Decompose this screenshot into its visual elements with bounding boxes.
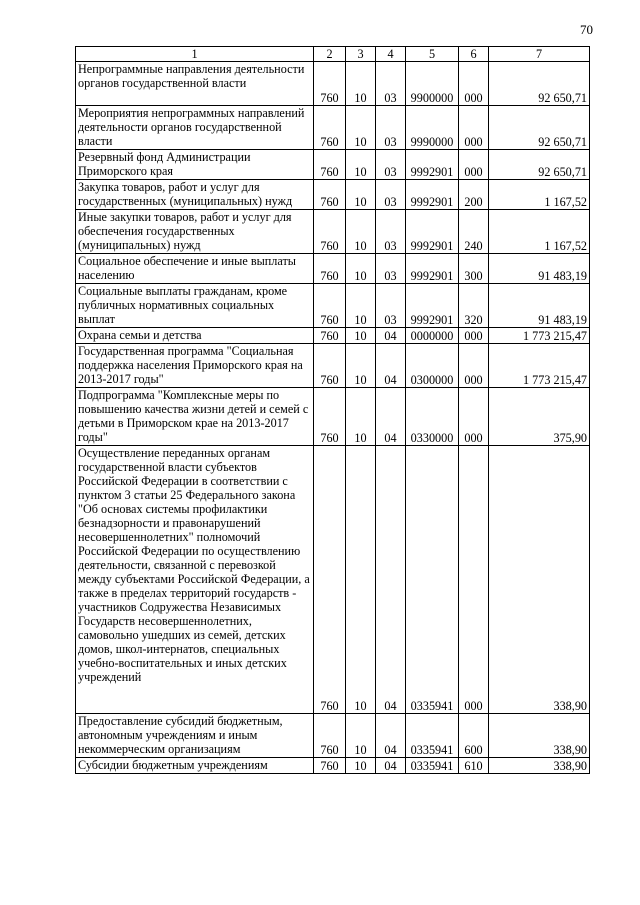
target-article-code: 0335941 <box>406 758 459 774</box>
row-name: Социальное обеспечение и иные выплаты населению <box>76 254 314 284</box>
expense-type-code: 000 <box>459 446 489 714</box>
column-header: 3 <box>346 47 376 62</box>
expense-type-code: 300 <box>459 254 489 284</box>
column-header: 2 <box>314 47 346 62</box>
expense-type-code: 000 <box>459 344 489 388</box>
amount: 375,90 <box>489 388 590 446</box>
table-row <box>76 388 590 446</box>
amount: 92 650,71 <box>489 150 590 180</box>
section-code: 10 <box>346 714 376 758</box>
subsection-code: 03 <box>376 150 406 180</box>
subsection-code: 04 <box>376 328 406 344</box>
expense-type-code: 320 <box>459 284 489 328</box>
expense-type-code: 000 <box>459 328 489 344</box>
amount: 1 167,52 <box>489 210 590 254</box>
amount: 91 483,19 <box>489 254 590 284</box>
row-name: Подпрограмма "Комплексные меры по повышению качества жизни детей и семей с детьми в Приморском крае на 2013-2017 годы" <box>76 388 314 446</box>
table-row <box>76 714 590 758</box>
amount: 1 773 215,47 <box>489 328 590 344</box>
column-header: 1 <box>76 47 314 62</box>
amount: 1 773 215,47 <box>489 344 590 388</box>
ved-code: 760 <box>314 106 346 150</box>
budget-table <box>75 46 590 774</box>
amount: 338,90 <box>489 714 590 758</box>
expense-type-code: 000 <box>459 106 489 150</box>
row-name: Социальные выплаты гражданам, кроме публичных нормативных социальных выплат <box>76 284 314 328</box>
subsection-code: 04 <box>376 388 406 446</box>
ved-code: 760 <box>314 328 346 344</box>
subsection-code: 03 <box>376 284 406 328</box>
ved-code: 760 <box>314 210 346 254</box>
row-name: Мероприятия непрограммных направлений деятельности органов государственной власти <box>76 106 314 150</box>
table-row <box>76 758 590 774</box>
target-article-code: 0335941 <box>406 446 459 714</box>
ved-code: 760 <box>314 388 346 446</box>
section-code: 10 <box>346 388 376 446</box>
row-name: Субсидии бюджетным учреждениям <box>76 758 314 774</box>
ved-code: 760 <box>314 254 346 284</box>
expense-type-code: 610 <box>459 758 489 774</box>
subsection-code: 04 <box>376 446 406 714</box>
ved-code: 760 <box>314 284 346 328</box>
target-article-code: 9992901 <box>406 180 459 210</box>
ved-code: 760 <box>314 62 346 106</box>
section-code: 10 <box>346 106 376 150</box>
amount: 1 167,52 <box>489 180 590 210</box>
column-header: 5 <box>406 47 459 62</box>
target-article-code: 0300000 <box>406 344 459 388</box>
section-code: 10 <box>346 758 376 774</box>
subsection-code: 04 <box>376 714 406 758</box>
ved-code: 760 <box>314 446 346 714</box>
amount: 91 483,19 <box>489 284 590 328</box>
target-article-code: 0000000 <box>406 328 459 344</box>
target-article-code: 9992901 <box>406 210 459 254</box>
subsection-code: 03 <box>376 106 406 150</box>
target-article-code: 9990000 <box>406 106 459 150</box>
table-row <box>76 284 590 328</box>
expense-type-code: 600 <box>459 714 489 758</box>
section-code: 10 <box>346 62 376 106</box>
expense-type-code: 240 <box>459 210 489 254</box>
subsection-code: 03 <box>376 254 406 284</box>
ved-code: 760 <box>314 758 346 774</box>
table-row <box>76 254 590 284</box>
ved-code: 760 <box>314 344 346 388</box>
target-article-code: 9992901 <box>406 150 459 180</box>
target-article-code: 9992901 <box>406 284 459 328</box>
amount: 92 650,71 <box>489 62 590 106</box>
section-code: 10 <box>346 344 376 388</box>
section-code: 10 <box>346 328 376 344</box>
section-code: 10 <box>346 150 376 180</box>
subsection-code: 03 <box>376 210 406 254</box>
subsection-code: 03 <box>376 62 406 106</box>
section-code: 10 <box>346 446 376 714</box>
row-name: Закупка товаров, работ и услуг для государственных (муниципальных) нужд <box>76 180 314 210</box>
row-name: Резервный фонд Администрации Приморского края <box>76 150 314 180</box>
target-article-code: 9992901 <box>406 254 459 284</box>
target-article-code: 0330000 <box>406 388 459 446</box>
expense-type-code: 000 <box>459 150 489 180</box>
row-name: Иные закупки товаров, работ и услуг для обеспечения государственных (муниципальных) нужд <box>76 210 314 254</box>
table-row <box>76 344 590 388</box>
target-article-code: 9900000 <box>406 62 459 106</box>
column-header: 7 <box>489 47 590 62</box>
row-name: Непрограммные направления деятельности органов государственной власти <box>76 62 314 106</box>
ved-code: 760 <box>314 180 346 210</box>
expense-type-code: 000 <box>459 388 489 446</box>
row-name: Предоставление субсидий бюджетным, автономным учреждениям и иным некоммерческим организациям <box>76 714 314 758</box>
section-code: 10 <box>346 180 376 210</box>
table-row <box>76 446 590 714</box>
subsection-code: 04 <box>376 758 406 774</box>
table-row <box>76 150 590 180</box>
expense-type-code: 000 <box>459 62 489 106</box>
amount: 338,90 <box>489 446 590 714</box>
table-row <box>76 106 590 150</box>
table-row <box>76 62 590 106</box>
amount: 92 650,71 <box>489 106 590 150</box>
row-name: Охрана семьи и детства <box>76 328 314 344</box>
column-header: 4 <box>376 47 406 62</box>
subsection-code: 04 <box>376 344 406 388</box>
table-header-row <box>76 47 590 62</box>
target-article-code: 0335941 <box>406 714 459 758</box>
section-code: 10 <box>346 254 376 284</box>
table-row <box>76 210 590 254</box>
section-code: 10 <box>346 284 376 328</box>
ved-code: 760 <box>314 150 346 180</box>
section-code: 10 <box>346 210 376 254</box>
row-name: Осуществление переданных органам государственной власти субъектов Российской Федерации в соответствии с пунктом 3 статьи 25 Федерального закона "Об основах системы профилактики безнадзорности и правонарушений несовершеннолетних" полномочий Российской Федерации по осуществлению деятельности, связанной с перевозкой между субъектами Российской Федерации, а также в пределах территорий государств - участников Содружества Независимых Государств несовершеннолетних, самовольно ушедших из семей, детских домов, школ-интернатов, специальных учебно-воспитательных и иных детских учреждений <box>76 446 314 714</box>
page-number: 70 <box>580 22 593 37</box>
table-row <box>76 328 590 344</box>
column-header: 6 <box>459 47 489 62</box>
table-row <box>76 180 590 210</box>
subsection-code: 03 <box>376 180 406 210</box>
row-name: Государственная программа "Социальная поддержка населения Приморского края на 2013-2017 годы" <box>76 344 314 388</box>
expense-type-code: 200 <box>459 180 489 210</box>
amount: 338,90 <box>489 758 590 774</box>
ved-code: 760 <box>314 714 346 758</box>
